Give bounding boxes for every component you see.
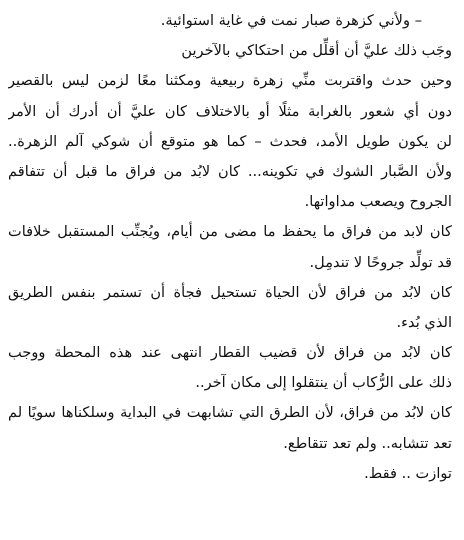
text-line-8: كان لابد من فراق ما يحفظ ما مضى من أيام، ويُجنِّب المستقبل خلافات	[8, 223, 452, 241]
text-line-11: الذي بُدء.	[396, 313, 452, 331]
text-line-14: كان لابُد من فراق، لأن الطرق التي تشابهت في البداية وسلكناها سويًا لم	[8, 404, 452, 422]
text-line-5: لن يكون طويل الأمد، فحدث – كما هو متوقع أن شوكي آلم الزهرة..	[8, 132, 452, 150]
text-line-13: ذلك على الرُّكاب أن ينتقلوا إلى مكان آخر..	[195, 374, 452, 392]
text-line-6: ولأن الصَّبار الشوك في تكوينه... كان لابُد من فراق ما قبل أن تتفاقم	[8, 162, 452, 180]
text-line-9: قد تولِّد جروحًا لا تندمِل.	[309, 253, 452, 271]
text-line-15: تعد تتشابه.. ولم تعد تتقاطع.	[283, 434, 452, 452]
text-line-1: – ولأني كزهرة صبار نمت في غاية استوائية.	[160, 12, 422, 29]
text-line-16: توازت .. فقط.	[364, 464, 452, 482]
text-line-4: دون أي شعور بالغرابة مثلًا أو بالاختلاف كان عليَّ أن أدرك أن الأمر	[8, 102, 452, 120]
text-line-3: وحين حدث واقتربت منِّي زهرة ربيعية ومكثنا معًا لزمن ليس بالقصير	[8, 72, 452, 90]
text-line-10: كان لابُد من فراق لأن الحياة تستحيل فجأة أن تستمر بنفس الطريق	[8, 283, 452, 301]
text-line-12: كان لابُد من فراق لأن قضيب القطار انتهى عند هذه المحطة ووجب	[8, 344, 452, 362]
text-line-2: وجَب ذلك عليَّ أن أقلِّل من احتكاكي بالآخرين	[181, 42, 452, 60]
text-line-7: الجروح ويصعب مداواتها.	[304, 193, 452, 211]
